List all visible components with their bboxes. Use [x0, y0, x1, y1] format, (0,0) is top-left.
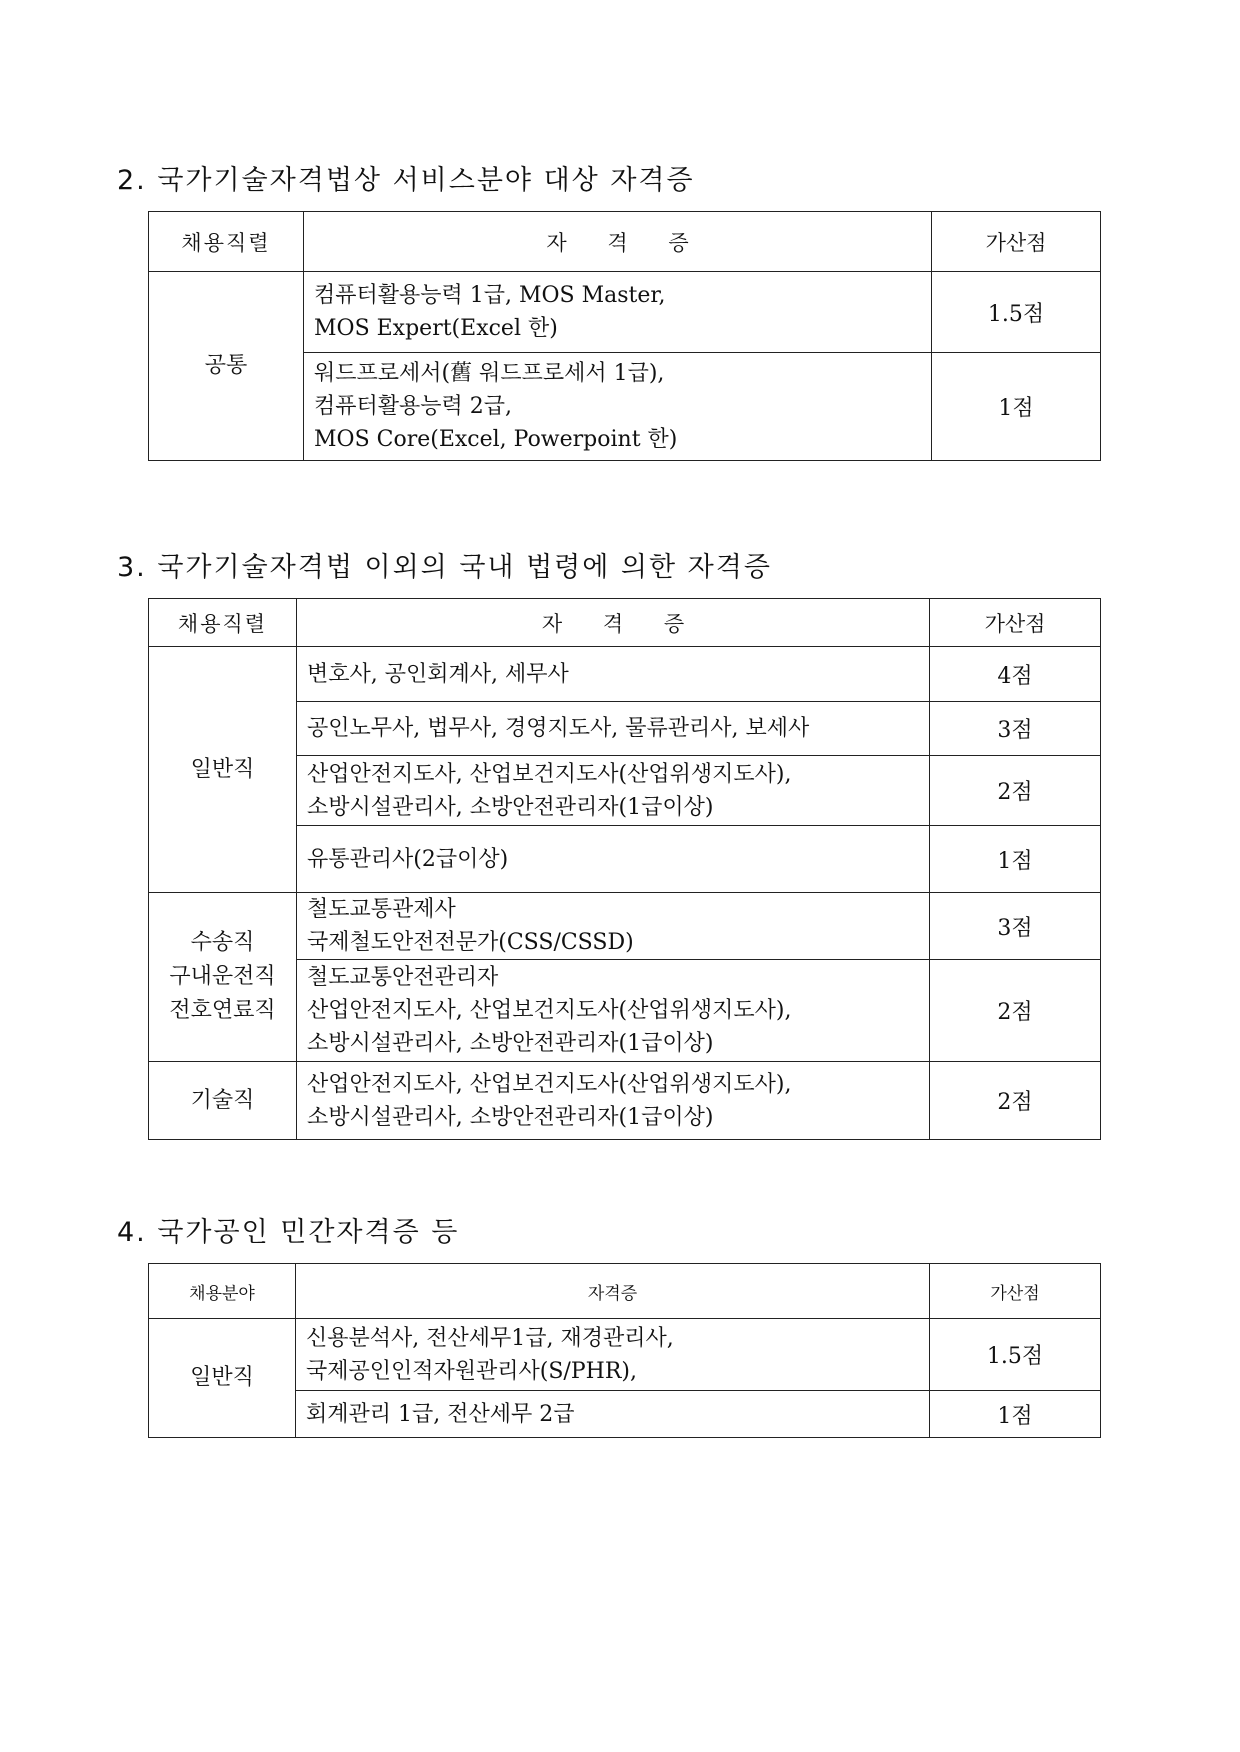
section-3-title: 3. 국가기술자격법 이외의 국내 법령에 의한 자격증	[117, 552, 772, 583]
table-header-row	[149, 212, 1101, 272]
section-2-title: 2. 국가기술자격법상 서비스분야 대상 자격증	[117, 165, 695, 196]
table-header-row	[149, 599, 1101, 647]
points-cell: 2점	[930, 756, 1101, 826]
category-cell: 공통	[149, 272, 304, 461]
section-4-title: 4. 국가공인 민간자격증 등	[117, 1217, 460, 1248]
section-3-table	[148, 598, 1101, 1140]
table-row	[149, 1062, 1101, 1140]
header-points: 가산점	[930, 1264, 1101, 1319]
table-row	[149, 893, 1101, 960]
certificate-cell: 워드프로세서(舊 워드프로세서 1급), 컴퓨터활용능력 2급, MOS Core(Excel, Powerpoint 한)	[304, 353, 932, 461]
certificate-cell: 변호사, 공인회계사, 세무사	[297, 647, 930, 702]
points-cell: 1점	[930, 1391, 1101, 1438]
header-certificate: 자 격 증	[297, 599, 930, 647]
certificate-cell: 공인노무사, 법무사, 경영지도사, 물류관리사, 보세사	[297, 702, 930, 756]
points-cell: 1점	[930, 826, 1101, 893]
category-cell: 수송직 구내운전직 전호연료직	[149, 893, 297, 1062]
points-cell: 1점	[932, 353, 1101, 461]
table-row	[149, 647, 1101, 702]
certificate-cell: 컴퓨터활용능력 1급, MOS Master, MOS Expert(Excel 한)	[304, 272, 932, 353]
header-points: 가산점	[932, 212, 1101, 272]
points-cell: 1.5점	[932, 272, 1101, 353]
table-row	[149, 1319, 1101, 1391]
category-cell: 일반직	[149, 1319, 296, 1438]
header-field: 채용분야	[149, 1264, 296, 1319]
table-header-row	[149, 1264, 1101, 1319]
points-cell: 2점	[930, 960, 1101, 1062]
header-position: 채용직렬	[149, 212, 304, 272]
category-cell: 일반직	[149, 647, 297, 893]
certificate-cell: 철도교통관제사 국제철도안전전문가(CSS/CSSD)	[297, 893, 930, 960]
category-cell: 기술직	[149, 1062, 297, 1140]
section-4-table	[148, 1263, 1101, 1438]
header-points: 가산점	[930, 599, 1101, 647]
header-position: 채용직렬	[149, 599, 297, 647]
points-cell: 3점	[930, 893, 1101, 960]
certificate-cell: 유통관리사(2급이상)	[297, 826, 930, 893]
certificate-cell: 산업안전지도사, 산업보건지도사(산업위생지도사), 소방시설관리사, 소방안전관리자(1급이상)	[297, 756, 930, 826]
header-certificate: 자격증	[296, 1264, 930, 1319]
points-cell: 4점	[930, 647, 1101, 702]
header-certificate: 자 격 증	[304, 212, 932, 272]
certificate-cell: 산업안전지도사, 산업보건지도사(산업위생지도사), 소방시설관리사, 소방안전관리자(1급이상)	[297, 1062, 930, 1140]
points-cell: 3점	[930, 702, 1101, 756]
points-cell: 1.5점	[930, 1319, 1101, 1391]
table-row	[149, 272, 1101, 353]
certificate-cell: 회계관리 1급, 전산세무 2급	[296, 1391, 930, 1438]
certificate-cell: 신용분석사, 전산세무1급, 재경관리사, 국제공인인적자원관리사(S/PHR),	[296, 1319, 930, 1391]
points-cell: 2점	[930, 1062, 1101, 1140]
certificate-cell: 철도교통안전관리자 산업안전지도사, 산업보건지도사(산업위생지도사), 소방시설관리사, 소방안전관리자(1급이상)	[297, 960, 930, 1062]
section-2-table	[148, 211, 1101, 461]
